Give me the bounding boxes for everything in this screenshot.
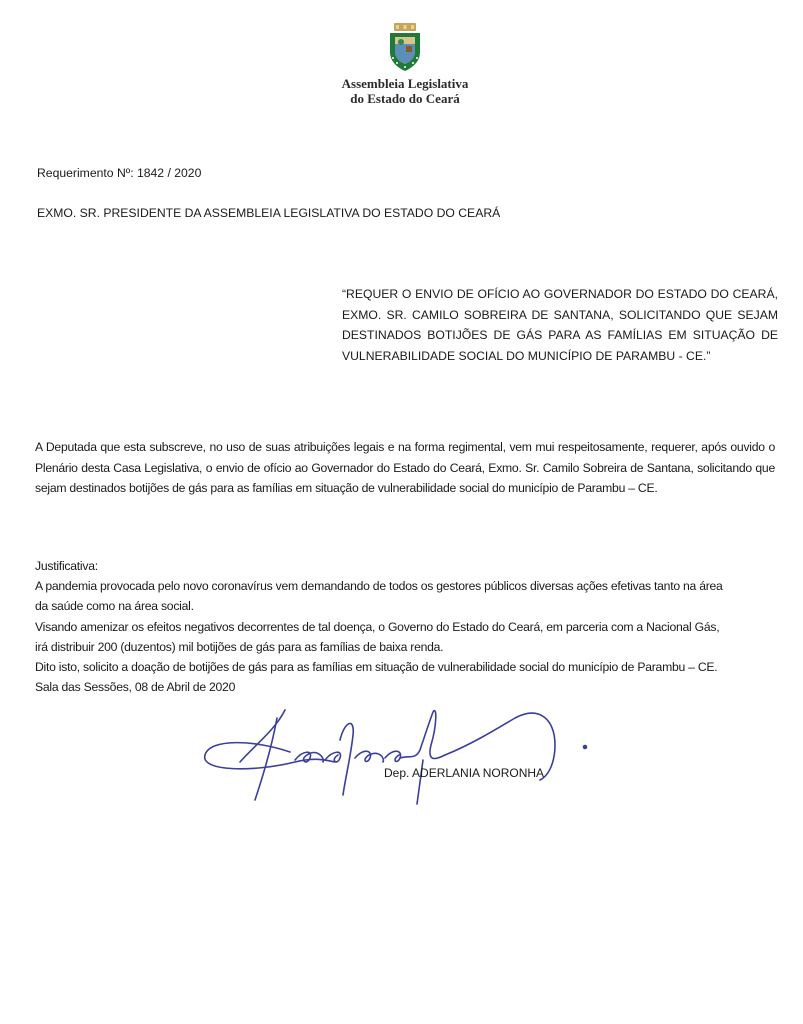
body-paragraph: A Deputada que esta subscreve, no uso de suas atribuições legais e na forma regimental, vem mui respeitosamente, requerer, após ouvido o Plenário desta Casa Legislativa, o envio de ofício ao Governador do Estado do Ceará, Exmo. Sr. Camilo Sobreira de Santana, solicitando que sejam destinados botijões de gás para as famílias em situação de vulnerabilidade social do município de Parambu – CE. — [35, 440, 775, 495]
org-name-line2: do Estado do Ceará — [350, 91, 460, 106]
justification-line: A pandemia provocada pelo novo coronavírus vem demandando de todos os gestores públicos diversas ações efetivas tanto na área — [35, 579, 723, 594]
summary-ementa: “REQUER O ENVIO DE OFÍCIO AO GOVERNADOR DO ESTADO DO CEARÁ, EXMO. SR. CAMILO SOBREIRA DE SANTANA, SOLICITANDO QUE SEJAM DESTINADOS BOTIJÕES DE GÁS PARA AS FAMÍLIAS EM SITUAÇÃO DE VULNERABILIDADE SOCIAL DO MUNICÍPIO DE PARAMBU - CE.” — [342, 287, 778, 363]
session-date: Sala das Sessões, 08 de Abril de 2020 — [35, 680, 236, 695]
org-name-line1: Assembleia Legislativa — [341, 76, 469, 91]
justification-section — [35, 556, 775, 697]
handwritten-signature — [195, 700, 605, 810]
signatory-name: Dep. ADERLANIA NORONHA — [384, 766, 545, 780]
addressee: EXMO. SR. PRESIDENTE DA ASSEMBLEIA LEGISLATIVA DO ESTADO DO CEARÁ — [37, 206, 501, 220]
justification-heading: Justificativa: — [35, 559, 98, 573]
ceara-coat-of-arms-icon — [385, 22, 425, 72]
justification-line: da saúde como na área social. — [35, 599, 194, 614]
request-number: Requerimento Nº: 1842 / 2020 — [37, 166, 202, 180]
letterhead — [330, 22, 480, 106]
justification-line: irá distribuir 200 (duzentos) mil botijões de gás para as famílias de baixa renda. — [35, 639, 444, 654]
justification-line: Visando amenizar os efeitos negativos decorrentes de tal doença, o Governo do Estado do Ceará, em parceria com a Nacional Gás, — [35, 619, 720, 634]
justification-line: Dito isto, solicito a doação de botijões de gás para as famílias em situação de vulnerabilidade social do município de Parambu – CE. — [35, 660, 718, 675]
